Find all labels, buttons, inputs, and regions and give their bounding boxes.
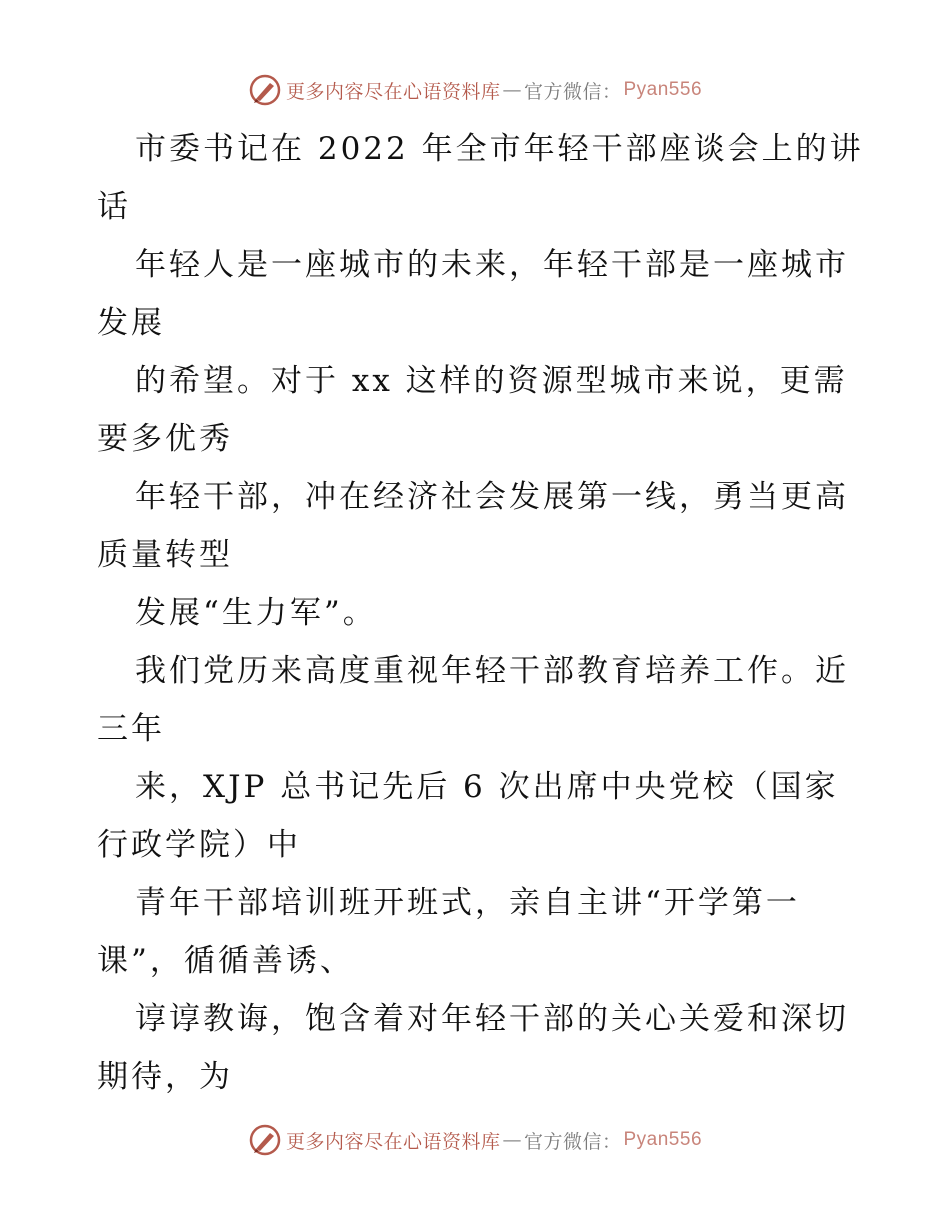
header-banner-text: 更多内容尽在心语资料库 [285,80,501,103]
doc-line: 发展“生力军”。 [135,595,377,631]
header-banner-wechat-label: 官方微信： [523,80,622,103]
pen-logo-icon [248,73,282,107]
header-banner-wechat-id: Pyan556 [623,79,703,100]
footer-banner [0,1120,950,1160]
header-banner [0,70,950,110]
doc-line: 年轻干部，冲在经济社会发展第一线，勇当更高 [135,479,849,515]
doc-line: 行政学院）中 [97,827,301,863]
doc-line: 的希望。对于 xx 这样的资源型城市来说，更需 [135,363,848,399]
document-body [97,120,864,1106]
doc-line: 谆谆教诲，饱含着对年轻干部的关心关爱和深切 [135,1001,849,1037]
doc-line: 青年干部培训班开班式，亲自主讲“开学第一 [135,885,800,921]
doc-line: 质量转型 [97,537,233,573]
doc-line: 来，XJP 总书记先后 6 次出席中央党校（国家 [135,769,839,805]
doc-line: 发展 [97,305,165,341]
doc-line-title-1: 市委书记在 2022 年全市年轻干部座谈会上的讲 [135,131,864,167]
doc-line: 年轻人是一座城市的未来，年轻干部是一座城市 [135,247,849,283]
doc-line: 我们党历来高度重视年轻干部教育培养工作。近 [135,653,849,689]
footer-banner-dash: — [502,1129,522,1151]
footer-banner-text: 更多内容尽在心语资料库 [285,1130,501,1153]
header-banner-dash: — [502,79,522,101]
footer-banner-wechat-label: 官方微信： [523,1130,622,1153]
doc-line: 课”，循循善诱、 [97,943,354,979]
footer-banner-wechat-id: Pyan556 [623,1129,703,1150]
doc-line: 期待，为 [97,1059,233,1095]
pen-logo-icon [248,1123,282,1157]
doc-line: 要多优秀 [97,421,233,457]
doc-line-title-2: 话 [97,189,131,225]
doc-line: 三年 [97,711,165,747]
